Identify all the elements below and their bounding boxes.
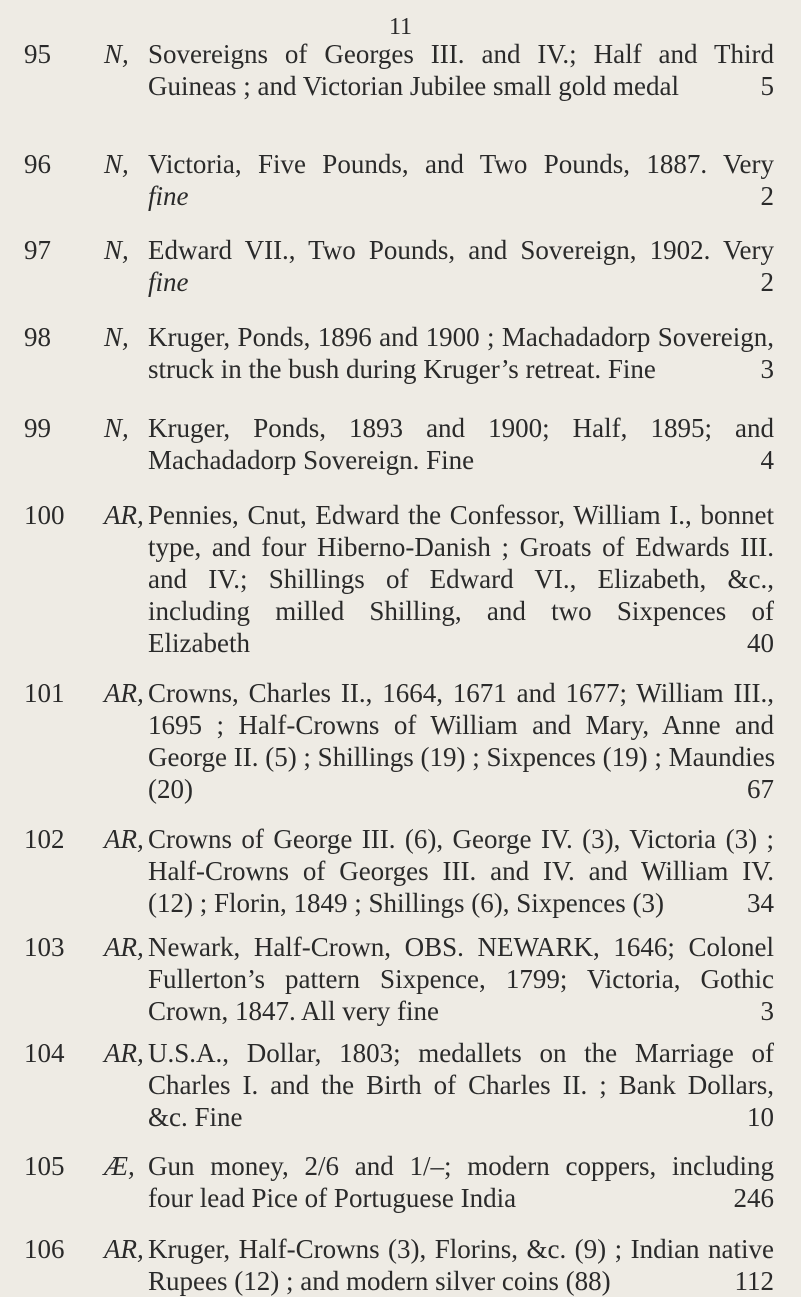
description-line: George II. (5) ; Shillings (19) ; Sixpences (19) ; Maundies [148, 742, 776, 772]
lot-description [148, 823, 774, 919]
description-line: including milled Shilling, and two Sixpences of [148, 596, 774, 626]
lot-number: 101 [24, 678, 65, 708]
description-line: Pennies, Cnut, Edward the Confessor, William I., bonnet [148, 500, 774, 530]
description-text: Guineas ; and Victorian Jubilee small gold medal [148, 71, 680, 101]
lot-metal: N, [104, 322, 129, 352]
lot-metal: N, [104, 149, 129, 179]
lot-quantity: 4 [760, 445, 774, 475]
description-line: Newark, Half-Crown, OBS. NEWARK, 1646; Colonel [148, 932, 774, 962]
lot-description [148, 677, 774, 805]
lot-metal: N, [104, 39, 129, 69]
lot-description [148, 1037, 774, 1133]
lot-quantity: 3 [760, 996, 774, 1026]
description-line: Fullerton’s pattern Sixpence, 1799; Victoria, Gothic [148, 964, 774, 994]
lot-quantity: 112 [734, 1266, 774, 1296]
lot-quantity: 5 [760, 71, 774, 101]
description-text: (12) ; Florin, 1849 ; Shillings (6), Sixpences (3) [148, 888, 664, 918]
lot-description [148, 499, 774, 659]
lot-number: 96 [24, 149, 51, 179]
lot-quantity: 67 [747, 774, 774, 804]
lot-metal: Æ, [104, 1151, 135, 1181]
description-line: 1695 ; Half-Crowns of William and Mary, Anne and [148, 710, 774, 740]
description-line: Kruger, Ponds, 1893 and 1900; Half, 1895; and [148, 413, 774, 443]
lot-description [148, 148, 774, 212]
lot-description [148, 234, 774, 298]
description-last-line [148, 773, 774, 805]
description-text: Crown, 1847. All very fine [148, 996, 439, 1026]
description-line: and IV.; Shillings of Edward VI., Elizabeth, &c., [148, 564, 774, 594]
description-last-line [148, 180, 774, 212]
lot-quantity: 2 [760, 181, 774, 211]
lot-number: 97 [24, 235, 51, 265]
lot-metal: AR, [104, 1234, 144, 1264]
lot-number: 103 [24, 932, 65, 962]
description-text: struck in the bush during Kruger’s retreat. Fine [148, 354, 656, 384]
description-text: Rupees (12) ; and modern silver coins (88) [148, 1266, 611, 1296]
description-last-line [148, 627, 774, 659]
lot-description [148, 1233, 774, 1297]
description-last-line [148, 1265, 774, 1297]
description-text: Machadadorp Sovereign. Fine [148, 445, 475, 475]
description-line: Half-Crowns of Georges III. and IV. and William IV. [148, 856, 774, 886]
description-last-line [148, 1182, 774, 1214]
description-line: Crowns of George III. (6), George IV. (3), Victoria (3) ; [148, 824, 774, 854]
description-line: Kruger, Half-Crowns (3), Florins, &c. (9) ; Indian native [148, 1234, 774, 1264]
description-last-line [148, 266, 774, 298]
description-text: &c. Fine [148, 1102, 243, 1132]
description-last-line [148, 1101, 774, 1133]
lot-quantity: 34 [747, 888, 774, 918]
description-text: fine [148, 181, 189, 211]
lot-quantity: 40 [747, 628, 774, 658]
lot-number: 102 [24, 824, 65, 854]
description-last-line [148, 887, 774, 919]
description-last-line [148, 70, 774, 102]
description-line: Crowns, Charles II., 1664, 1671 and 1677; William III., [148, 678, 774, 708]
description-text: (20) [148, 774, 193, 804]
lot-quantity: 2 [760, 267, 774, 297]
description-text: Elizabeth [148, 628, 250, 658]
lot-metal: AR, [104, 932, 144, 962]
lot-number: 104 [24, 1038, 65, 1068]
lot-quantity: 246 [733, 1183, 774, 1213]
description-line: type, and four Hiberno-Danish ; Groats of Edwards III. [148, 532, 774, 562]
description-text: fine [148, 267, 189, 297]
lot-metal: N, [104, 413, 129, 443]
lot-description [148, 412, 774, 476]
lot-quantity: 3 [760, 354, 774, 384]
lot-description [148, 38, 774, 102]
description-line: Charles I. and the Birth of Charles II. ; Bank Dollars, [148, 1070, 774, 1100]
page-number: 11 [388, 14, 413, 40]
description-last-line [148, 444, 774, 476]
description-last-line [148, 353, 774, 385]
lot-number: 100 [24, 500, 65, 530]
lot-description [148, 931, 774, 1027]
description-last-line [148, 995, 774, 1027]
description-line: Gun money, 2/6 and 1/–; modern coppers, including [148, 1151, 774, 1181]
description-line: U.S.A., Dollar, 1803; medallets on the Marriage of [148, 1038, 774, 1068]
lot-description [148, 321, 774, 385]
lot-number: 95 [24, 39, 51, 69]
description-line: Sovereigns of Georges III. and IV.; Half and Third [148, 39, 774, 69]
lot-metal: AR, [104, 678, 144, 708]
lot-metal: AR, [104, 1038, 144, 1068]
lot-number: 106 [24, 1234, 65, 1264]
lot-description [148, 1150, 774, 1214]
description-line: Victoria, Five Pounds, and Two Pounds, 1887. Very [148, 149, 774, 179]
lot-quantity: 10 [747, 1102, 774, 1132]
lot-metal: AR, [104, 500, 144, 530]
description-line: Kruger, Ponds, 1896 and 1900 ; Machadadorp Sovereign, [148, 322, 774, 352]
lot-number: 99 [24, 413, 51, 443]
lot-metal: AR, [104, 824, 144, 854]
description-text: four lead Pice of Portuguese India [148, 1183, 517, 1213]
lot-number: 105 [24, 1151, 65, 1181]
lot-number: 98 [24, 322, 51, 352]
description-line: Edward VII., Two Pounds, and Sovereign, 1902. Very [148, 235, 774, 265]
lot-metal: N, [104, 235, 129, 265]
